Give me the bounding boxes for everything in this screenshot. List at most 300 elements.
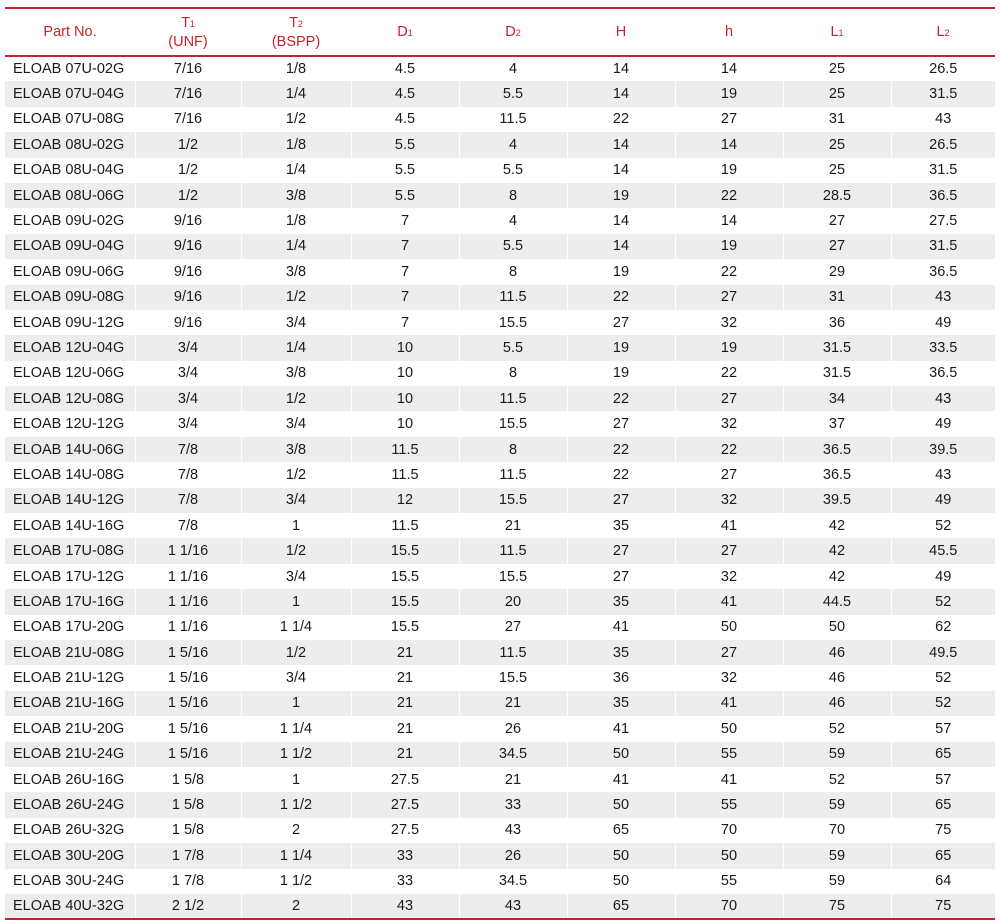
table-row <box>5 158 995 183</box>
header-subscript: 1 <box>407 27 413 38</box>
cell-t1-unf: 9/16 <box>135 208 241 233</box>
cell-d2: 5.5 <box>459 81 567 106</box>
cell-d1: 21 <box>351 640 459 665</box>
cell-l1: 36 <box>783 310 891 335</box>
cell-h-upper: 35 <box>567 640 675 665</box>
cell-h-lower: 19 <box>675 81 783 106</box>
header-t1-unf <box>135 8 241 56</box>
cell-part-no: ELOAB 14U-12G <box>5 488 135 513</box>
cell-l2: 49 <box>891 564 995 589</box>
cell-h-lower: 22 <box>675 361 783 386</box>
table-row <box>5 411 995 436</box>
table-row <box>5 564 995 589</box>
cell-h-lower: 19 <box>675 335 783 360</box>
cell-t1-unf: 1 5/16 <box>135 716 241 741</box>
cell-d1: 4.5 <box>351 107 459 132</box>
cell-part-no: ELOAB 12U-08G <box>5 386 135 411</box>
cell-l2: 36.5 <box>891 259 995 284</box>
table-row <box>5 310 995 335</box>
cell-t2-bspp: 1 <box>241 767 351 792</box>
cell-h-lower: 50 <box>675 843 783 868</box>
table-row <box>5 792 995 817</box>
cell-t1-unf: 7/16 <box>135 81 241 106</box>
cell-d1: 10 <box>351 411 459 436</box>
cell-t2-bspp: 1/2 <box>241 462 351 487</box>
cell-h-upper: 14 <box>567 56 675 81</box>
cell-t1-unf: 1 1/16 <box>135 589 241 614</box>
cell-d1: 7 <box>351 285 459 310</box>
table-row <box>5 285 995 310</box>
cell-d2: 21 <box>459 691 567 716</box>
cell-l1: 50 <box>783 615 891 640</box>
cell-l2: 36.5 <box>891 361 995 386</box>
cell-d2: 26 <box>459 716 567 741</box>
cell-part-no: ELOAB 40U-32G <box>5 894 135 919</box>
cell-part-no: ELOAB 14U-08G <box>13 466 125 483</box>
cell-l2: 52 <box>891 589 995 614</box>
cell-t2-bspp: 1 1/2 <box>241 792 351 817</box>
table-row <box>5 259 995 284</box>
table-row <box>5 107 995 132</box>
cell-t2-bspp: 1/2 <box>241 386 351 411</box>
cell-d2: 11.5 <box>459 462 567 487</box>
cell-h-lower: 27 <box>675 107 783 132</box>
table-row <box>5 589 995 614</box>
header-t2-bspp <box>241 8 351 56</box>
header-label: L2 <box>936 23 950 40</box>
cell-d1: 4.5 <box>351 81 459 106</box>
cell-l2: 33.5 <box>891 335 995 360</box>
cell-t1-unf: 1 5/16 <box>135 640 241 665</box>
cell-t2-bspp: 1 1/2 <box>241 869 351 894</box>
cell-d2: 5.5 <box>459 234 567 259</box>
cell-d1: 15.5 <box>351 589 459 614</box>
cell-l2: 43 <box>891 386 995 411</box>
cell-t1-unf: 7/8 <box>135 462 241 487</box>
cell-d1: 12 <box>351 488 459 513</box>
cell-t2-bspp: 3/4 <box>241 488 351 513</box>
cell-h-upper: 65 <box>567 894 675 919</box>
cell-h-lower: 32 <box>675 564 783 589</box>
cell-d1: 27.5 <box>351 818 459 843</box>
cell-l1: 46 <box>783 691 891 716</box>
cell-t2-bspp: 1/8 <box>241 56 351 81</box>
header-label: T2 <box>289 14 303 31</box>
cell-l1: 59 <box>783 792 891 817</box>
cell-d2: 34.5 <box>459 742 567 767</box>
cell-part-no: ELOAB 17U-08G <box>5 538 135 563</box>
cell-d2: 11.5 <box>459 538 567 563</box>
cell-l2: 45.5 <box>891 538 995 563</box>
cell-h-upper: 22 <box>567 107 675 132</box>
cell-t2-bspp: 3/4 <box>241 310 351 335</box>
header-subscript: 2 <box>515 27 521 38</box>
cell-l1: 25 <box>783 132 891 157</box>
cell-d2: 33 <box>459 792 567 817</box>
header-label: L1 <box>830 23 844 40</box>
table-row <box>5 132 995 157</box>
cell-t2-bspp: 2 <box>241 894 351 919</box>
table-row <box>5 488 995 513</box>
cell-d2: 5.5 <box>459 335 567 360</box>
cell-part-no: ELOAB 09U-04G <box>5 234 135 259</box>
cell-d2: 43 <box>459 818 567 843</box>
header-label: D2 <box>505 23 521 40</box>
cell-d1: 33 <box>351 843 459 868</box>
cell-l2: 75 <box>891 894 995 919</box>
cell-h-upper: 19 <box>567 259 675 284</box>
cell-d1: 11.5 <box>351 513 459 538</box>
cell-d1: 21 <box>351 691 459 716</box>
cell-part-no: ELOAB 12U-04G <box>5 335 135 360</box>
cell-l1: 36.5 <box>783 462 891 487</box>
cell-h-lower: 27 <box>675 386 783 411</box>
cell-h-lower: 14 <box>675 132 783 157</box>
table-row <box>5 437 995 462</box>
cell-l1: 59 <box>783 869 891 894</box>
cell-part-no: ELOAB 21U-08G <box>5 640 135 665</box>
cell-l2: 75 <box>891 818 995 843</box>
cell-l1: 52 <box>783 767 891 792</box>
table-body <box>5 56 995 919</box>
cell-l2: 31.5 <box>891 81 995 106</box>
cell-l2: 52 <box>891 691 995 716</box>
cell-d2: 4 <box>459 132 567 157</box>
cell-t1-unf: 1 1/16 <box>135 538 241 563</box>
table-row <box>5 208 995 233</box>
cell-t1-unf: 1/2 <box>135 158 241 183</box>
cell-t1-unf: 3/4 <box>135 335 241 360</box>
cell-d2: 5.5 <box>459 158 567 183</box>
cell-t1-unf: 1/2 <box>135 132 241 157</box>
cell-h-lower: 27 <box>675 285 783 310</box>
cell-h-upper: 27 <box>567 488 675 513</box>
cell-d1: 4.5 <box>351 56 459 81</box>
cell-h-upper: 50 <box>567 843 675 868</box>
cell-l2: 43 <box>891 285 995 310</box>
cell-part-no: ELOAB 08U-02G <box>5 132 135 157</box>
cell-t2-bspp: 1/2 <box>241 640 351 665</box>
header-subscript: 2 <box>944 27 950 38</box>
cell-t2-bspp: 3/8 <box>241 183 351 208</box>
cell-h-lower: 32 <box>675 310 783 335</box>
cell-part-no: ELOAB 09U-12G <box>13 314 125 331</box>
cell-t1-unf: 9/16 <box>135 259 241 284</box>
cell-part-no: ELOAB 21U-16G <box>5 691 135 716</box>
table-header <box>5 8 995 56</box>
table-row <box>5 81 995 106</box>
cell-d1: 10 <box>351 361 459 386</box>
cell-d1: 15.5 <box>351 538 459 563</box>
cell-part-no: ELOAB 26U-16G <box>13 771 125 788</box>
table-row <box>5 665 995 690</box>
cell-t1-unf: 1/2 <box>135 183 241 208</box>
cell-t2-bspp: 1 <box>241 589 351 614</box>
cell-d2: 4 <box>459 208 567 233</box>
header-row <box>5 8 995 56</box>
cell-l1: 70 <box>783 818 891 843</box>
cell-l1: 37 <box>783 411 891 436</box>
cell-h-lower: 14 <box>675 208 783 233</box>
header-label: Part No. <box>43 24 97 40</box>
cell-h-upper: 36 <box>567 665 675 690</box>
cell-h-lower: 41 <box>675 767 783 792</box>
header-subscript: 1 <box>838 27 844 38</box>
table-row <box>5 742 995 767</box>
cell-t1-unf: 9/16 <box>135 285 241 310</box>
cell-d2: 20 <box>459 589 567 614</box>
cell-l1: 46 <box>783 640 891 665</box>
cell-l1: 39.5 <box>783 488 891 513</box>
cell-l1: 31.5 <box>783 361 891 386</box>
cell-t2-bspp: 3/4 <box>241 564 351 589</box>
cell-l1: 42 <box>783 513 891 538</box>
cell-d1: 15.5 <box>351 615 459 640</box>
cell-d1: 21 <box>351 742 459 767</box>
cell-part-no: ELOAB 30U-24G <box>13 873 125 890</box>
cell-d2: 26 <box>459 843 567 868</box>
cell-l1: 59 <box>783 742 891 767</box>
cell-d2: 15.5 <box>459 310 567 335</box>
cell-h-lower: 55 <box>675 742 783 767</box>
cell-l2: 26.5 <box>891 56 995 81</box>
cell-l1: 34 <box>783 386 891 411</box>
cell-l2: 49 <box>891 411 995 436</box>
cell-t1-unf: 1 5/8 <box>135 818 241 843</box>
cell-h-upper: 65 <box>567 818 675 843</box>
cell-d2: 21 <box>459 513 567 538</box>
cell-t1-unf: 7/16 <box>135 107 241 132</box>
cell-h-lower: 27 <box>675 640 783 665</box>
cell-l1: 27 <box>783 208 891 233</box>
cell-h-lower: 14 <box>675 56 783 81</box>
cell-l1: 31.5 <box>783 335 891 360</box>
cell-t2-bspp: 3/8 <box>241 361 351 386</box>
header-l2 <box>891 8 995 56</box>
cell-h-lower: 41 <box>675 589 783 614</box>
cell-t2-bspp: 1 1/4 <box>241 843 351 868</box>
header-l1 <box>783 8 891 56</box>
cell-h-upper: 50 <box>567 742 675 767</box>
cell-l1: 52 <box>783 716 891 741</box>
cell-t2-bspp: 1/2 <box>241 538 351 563</box>
cell-l1: 28.5 <box>783 183 891 208</box>
cell-t2-bspp: 1/4 <box>241 81 351 106</box>
cell-part-no: ELOAB 14U-16G <box>13 517 125 534</box>
cell-t1-unf: 3/4 <box>135 386 241 411</box>
cell-l2: 52 <box>891 513 995 538</box>
cell-part-no: ELOAB 07U-02G <box>13 61 125 78</box>
cell-h-lower: 70 <box>675 818 783 843</box>
table-row <box>5 843 995 868</box>
table-row <box>5 818 995 843</box>
cell-part-no: ELOAB 08U-04G <box>13 162 125 179</box>
cell-h-upper: 14 <box>567 158 675 183</box>
cell-d2: 15.5 <box>459 411 567 436</box>
cell-l1: 42 <box>783 538 891 563</box>
header-unit: (UNF) <box>168 33 208 50</box>
cell-d2: 15.5 <box>459 488 567 513</box>
cell-l2: 57 <box>891 767 995 792</box>
header-part-no <box>5 8 135 56</box>
cell-h-lower: 41 <box>675 513 783 538</box>
cell-l2: 62 <box>891 615 995 640</box>
cell-part-no: ELOAB 21U-20G <box>13 720 125 737</box>
cell-t1-unf: 2 1/2 <box>135 894 241 919</box>
cell-d1: 21 <box>351 716 459 741</box>
cell-t1-unf: 1 5/8 <box>135 767 241 792</box>
cell-part-no: ELOAB 17U-12G <box>13 568 125 585</box>
cell-t1-unf: 1 7/8 <box>135 843 241 868</box>
table-row <box>5 869 995 894</box>
cell-t2-bspp: 1 1/4 <box>241 716 351 741</box>
cell-t2-bspp: 1/4 <box>241 158 351 183</box>
cell-t1-unf: 1 1/16 <box>135 564 241 589</box>
cell-t1-unf: 9/16 <box>135 234 241 259</box>
cell-l1: 25 <box>783 56 891 81</box>
cell-l2: 65 <box>891 792 995 817</box>
cell-t2-bspp: 1/2 <box>241 107 351 132</box>
cell-l2: 65 <box>891 742 995 767</box>
cell-h-lower: 32 <box>675 411 783 436</box>
cell-h-lower: 19 <box>675 234 783 259</box>
cell-h-lower: 19 <box>675 158 783 183</box>
header-unit: (BSPP) <box>271 33 321 50</box>
cell-l1: 75 <box>783 894 891 919</box>
cell-t1-unf: 1 5/16 <box>135 691 241 716</box>
cell-h-lower: 50 <box>675 716 783 741</box>
cell-l1: 29 <box>783 259 891 284</box>
cell-h-lower: 55 <box>675 792 783 817</box>
cell-h-lower: 55 <box>675 869 783 894</box>
cell-d1: 5.5 <box>351 183 459 208</box>
cell-h-upper: 19 <box>567 361 675 386</box>
table-row <box>5 462 995 487</box>
cell-part-no: ELOAB 21U-24G <box>5 742 135 767</box>
cell-h-upper: 35 <box>567 513 675 538</box>
cell-h-upper: 50 <box>567 792 675 817</box>
cell-h-upper: 14 <box>567 81 675 106</box>
cell-t2-bspp: 1 <box>241 691 351 716</box>
cell-d2: 15.5 <box>459 665 567 690</box>
cell-h-lower: 70 <box>675 894 783 919</box>
cell-d2: 11.5 <box>459 107 567 132</box>
cell-d1: 27.5 <box>351 767 459 792</box>
table-row <box>5 767 995 792</box>
cell-d2: 8 <box>459 183 567 208</box>
cell-t2-bspp: 3/4 <box>241 411 351 436</box>
cell-t1-unf: 7/8 <box>135 488 241 513</box>
cell-h-upper: 41 <box>567 716 675 741</box>
cell-t1-unf: 1 5/16 <box>135 665 241 690</box>
cell-l1: 44.5 <box>783 589 891 614</box>
table-row <box>5 538 995 563</box>
cell-d1: 33 <box>351 869 459 894</box>
cell-d2: 27 <box>459 615 567 640</box>
cell-h-upper: 27 <box>567 411 675 436</box>
cell-l2: 49.5 <box>891 640 995 665</box>
cell-h-lower: 22 <box>675 259 783 284</box>
cell-h-upper: 14 <box>567 208 675 233</box>
cell-d2: 8 <box>459 361 567 386</box>
cell-h-upper: 27 <box>567 564 675 589</box>
cell-t1-unf: 7/8 <box>135 437 241 462</box>
cell-d1: 5.5 <box>351 158 459 183</box>
cell-t2-bspp: 1/8 <box>241 208 351 233</box>
cell-d2: 21 <box>459 767 567 792</box>
cell-d1: 7 <box>351 259 459 284</box>
cell-d1: 10 <box>351 386 459 411</box>
cell-d1: 15.5 <box>351 564 459 589</box>
cell-t2-bspp: 1 1/2 <box>241 742 351 767</box>
cell-h-upper: 41 <box>567 767 675 792</box>
cell-l1: 31 <box>783 285 891 310</box>
cell-l1: 31 <box>783 107 891 132</box>
cell-part-no: ELOAB 12U-12G <box>13 416 125 433</box>
table-row <box>5 234 995 259</box>
cell-h-upper: 27 <box>567 310 675 335</box>
cell-part-no: ELOAB 17U-16G <box>5 589 135 614</box>
cell-part-no: ELOAB 26U-32G <box>13 822 125 839</box>
cell-l1: 25 <box>783 158 891 183</box>
cell-part-no: ELOAB 09U-06G <box>13 263 125 280</box>
table-row <box>5 513 995 538</box>
cell-l1: 27 <box>783 234 891 259</box>
cell-l2: 36.5 <box>891 183 995 208</box>
cell-h-upper: 19 <box>567 183 675 208</box>
cell-t2-bspp: 2 <box>241 818 351 843</box>
header-label: H <box>615 24 627 40</box>
cell-t1-unf: 1 5/8 <box>135 792 241 817</box>
cell-l1: 42 <box>783 564 891 589</box>
cell-h-lower: 27 <box>675 462 783 487</box>
cell-l2: 57 <box>891 716 995 741</box>
cell-d2: 15.5 <box>459 564 567 589</box>
cell-t2-bspp: 3/8 <box>241 437 351 462</box>
cell-d1: 7 <box>351 208 459 233</box>
cell-d1: 21 <box>351 665 459 690</box>
header-d2 <box>459 8 567 56</box>
cell-d2: 34.5 <box>459 869 567 894</box>
header-subscript: 2 <box>297 18 303 29</box>
cell-h-lower: 22 <box>675 183 783 208</box>
header-subscript: 1 <box>189 18 195 29</box>
cell-l1: 36.5 <box>783 437 891 462</box>
cell-l2: 43 <box>891 107 995 132</box>
table-row <box>5 640 995 665</box>
cell-t1-unf: 1 7/8 <box>135 869 241 894</box>
header-label: D1 <box>397 23 413 40</box>
cell-l1: 46 <box>783 665 891 690</box>
cell-t2-bspp: 3/8 <box>241 259 351 284</box>
cell-l2: 39.5 <box>891 437 995 462</box>
cell-h-upper: 22 <box>567 437 675 462</box>
cell-t1-unf: 7/8 <box>135 513 241 538</box>
cell-t2-bspp: 1/2 <box>241 285 351 310</box>
cell-d1: 7 <box>351 310 459 335</box>
header-label: T1 <box>181 14 195 31</box>
cell-l2: 31.5 <box>891 234 995 259</box>
cell-l2: 65 <box>891 843 995 868</box>
cell-d1: 7 <box>351 234 459 259</box>
cell-d1: 5.5 <box>351 132 459 157</box>
cell-l2: 31.5 <box>891 158 995 183</box>
cell-t1-unf: 7/16 <box>135 56 241 81</box>
cell-part-no: ELOAB 09U-02G <box>13 213 125 230</box>
cell-h-upper: 35 <box>567 589 675 614</box>
cell-part-no: ELOAB 21U-12G <box>13 670 125 687</box>
cell-part-no: ELOAB 08U-06G <box>5 183 135 208</box>
